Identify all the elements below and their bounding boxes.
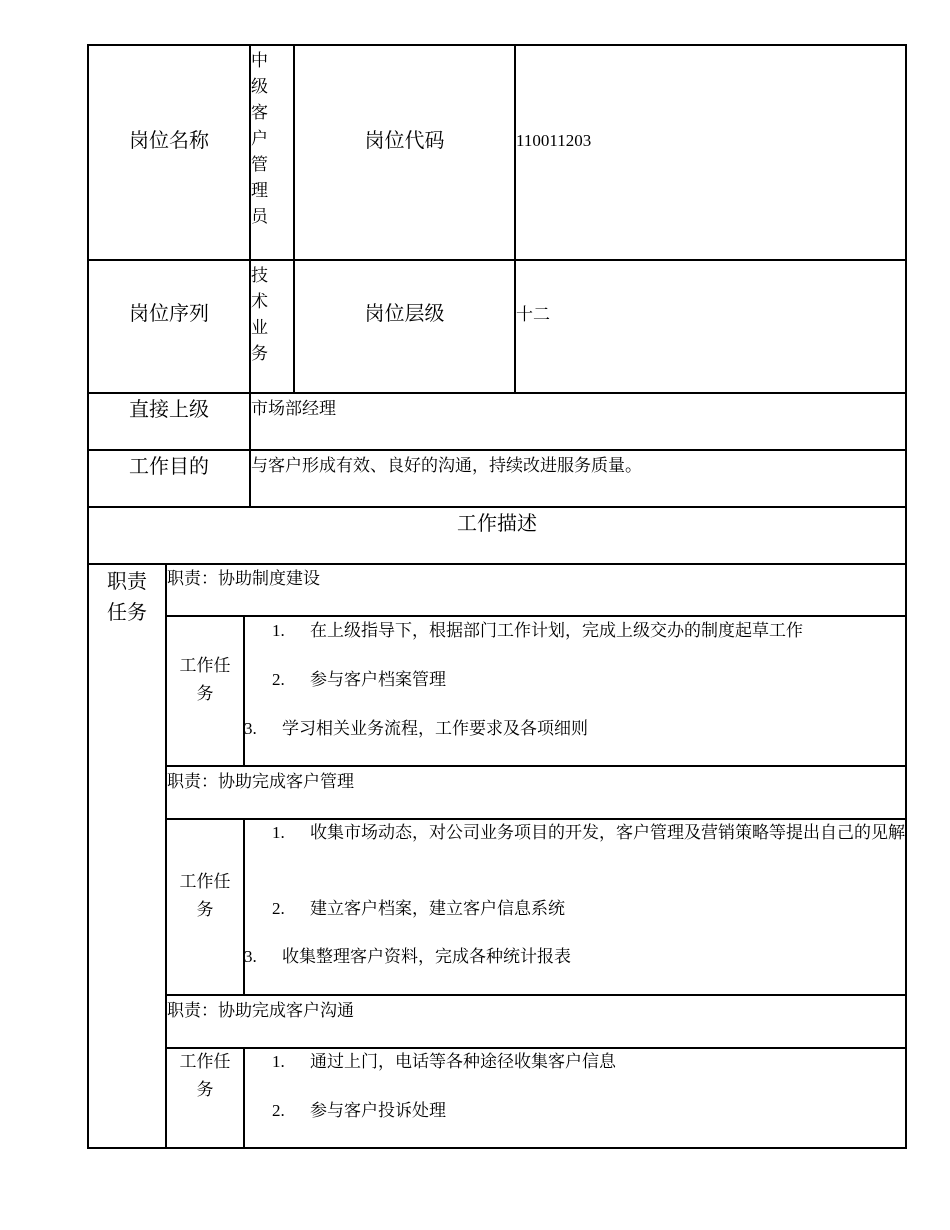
column-divider xyxy=(243,1047,245,1149)
row-divider xyxy=(87,449,907,451)
task-item xyxy=(272,898,892,920)
task-number: 3. xyxy=(244,719,257,738)
row-divider xyxy=(165,818,907,820)
post-series-value: 技术业务 xyxy=(251,266,268,363)
task-label-line-2: 务 xyxy=(196,1080,214,1099)
work-description-title: 工作描述 xyxy=(457,513,537,535)
task-label-line-2: 务 xyxy=(196,684,214,703)
task-item xyxy=(272,822,930,844)
task-label-line-2: 务 xyxy=(196,900,214,919)
row-divider xyxy=(87,506,907,508)
task-text: 参与客户投诉处理 xyxy=(310,1101,446,1120)
task-text: 在上级指导下，根据部门工作计划，完成上级交办的制度起草工作 xyxy=(310,621,803,640)
task-item xyxy=(272,669,892,691)
task-item xyxy=(272,1100,892,1122)
task-item xyxy=(272,620,892,642)
table-border-top xyxy=(87,44,907,46)
table-border-right xyxy=(905,44,907,1149)
purpose-label: 工作目的 xyxy=(129,456,209,478)
row-divider xyxy=(165,615,907,617)
superior-value: 市场部经理 xyxy=(251,399,336,418)
task-number: 2. xyxy=(272,670,285,689)
post-name-value: 中级客户管理员 xyxy=(251,51,268,226)
task-label-line-1: 工作任 xyxy=(179,1052,231,1071)
task-number: 1. xyxy=(272,1052,285,1071)
duty-title: 职责：协助完成客户管理 xyxy=(167,772,354,791)
task-number: 3. xyxy=(244,947,257,966)
post-name-label: 岗位名称 xyxy=(129,130,209,152)
task-item xyxy=(244,718,884,740)
task-label xyxy=(167,868,243,924)
row-divider xyxy=(87,259,907,261)
task-item xyxy=(244,946,884,968)
post-series-label: 岗位序列 xyxy=(129,303,209,325)
task-number: 1. xyxy=(272,621,285,640)
column-divider xyxy=(514,44,516,394)
task-label-line-1: 工作任 xyxy=(179,656,231,675)
table-border-bottom xyxy=(87,1147,907,1149)
task-text: 参与客户档案管理 xyxy=(310,670,446,689)
duties-label-line-1: 职责 xyxy=(107,571,147,593)
duties-tasks-label xyxy=(89,567,165,629)
column-divider xyxy=(243,615,245,767)
task-text: 通过上门，电话等各种途径收集客户信息 xyxy=(310,1052,616,1071)
post-code-label: 岗位代码 xyxy=(364,130,445,152)
purpose-value: 与客户形成有效、良好的沟通，持续改进服务质量。 xyxy=(251,456,642,475)
superior-label: 直接上级 xyxy=(129,399,209,421)
row-divider xyxy=(165,765,907,767)
row-divider xyxy=(165,1047,907,1049)
task-text: 学习相关业务流程，工作要求及各项细则 xyxy=(282,719,588,738)
post-code-value: 110011203 xyxy=(516,131,592,150)
row-divider xyxy=(165,994,907,996)
column-divider xyxy=(293,44,295,394)
column-divider xyxy=(243,818,245,996)
row-divider xyxy=(87,392,907,394)
post-level-label: 岗位层级 xyxy=(364,303,445,325)
task-text: 收集整理客户资料，完成各种统计报表 xyxy=(282,947,571,966)
task-label xyxy=(167,1048,243,1104)
task-label-line-1: 工作任 xyxy=(179,872,231,891)
task-item xyxy=(272,1051,892,1073)
duties-label-line-2: 任务 xyxy=(107,602,147,624)
task-number: 2. xyxy=(272,899,285,918)
task-number: 1. xyxy=(272,823,285,842)
duty-title: 职责：协助制度建设 xyxy=(167,569,320,588)
post-level-value: 十二 xyxy=(516,305,550,324)
duty-title: 职责：协助完成客户沟通 xyxy=(167,1001,354,1020)
task-text: 建立客户档案，建立客户信息系统 xyxy=(310,899,565,918)
task-label xyxy=(167,652,243,708)
task-number: 2. xyxy=(272,1101,285,1120)
task-text: 收集市场动态，对公司业务项目的开发，客户管理及营销策略等提出自己的见解 xyxy=(310,823,905,842)
row-divider xyxy=(87,563,907,565)
